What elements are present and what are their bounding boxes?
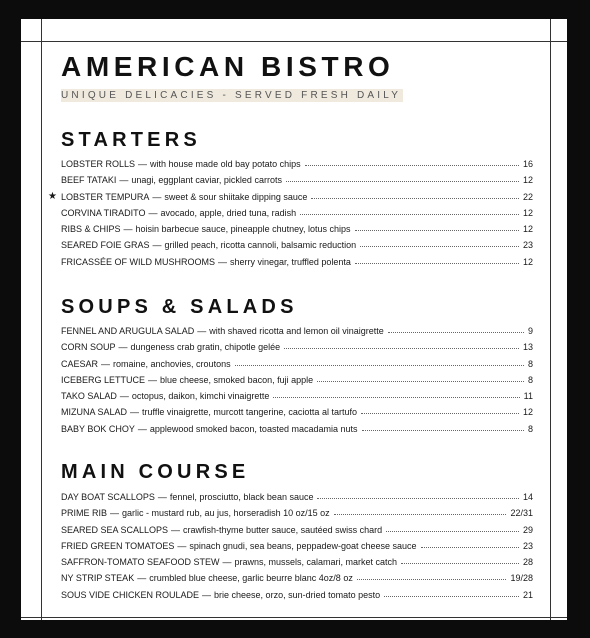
em-dash-separator: — [222, 557, 232, 568]
dish-price: 16 [522, 159, 533, 169]
dish-price: 23 [522, 540, 533, 551]
em-dash-separator: — [119, 391, 129, 402]
dish-name: BABY BOK CHOY [61, 423, 135, 434]
dish-price: 11 [523, 391, 533, 402]
dish-price: 12 [522, 224, 533, 235]
dish-description: dungeness crab gratin, chipotle gelée [130, 342, 281, 353]
dish-price: 13 [522, 342, 533, 353]
menu-subtitle: UNIQUE DELICACIES - SERVED FRESH DAILY [61, 90, 402, 101]
em-dash-separator: — [152, 240, 162, 251]
dish-name: CORVINA TIRADITO [61, 207, 146, 218]
dish-price: 22/31 [510, 508, 533, 519]
dot-leader [317, 380, 524, 382]
dish-price: 21 [522, 589, 533, 600]
menu-item [61, 489, 533, 505]
section-items-soups-salads [61, 323, 533, 437]
menu-item [61, 221, 533, 237]
star-icon: ★ [48, 190, 57, 202]
dish-name: SAFFRON-TOMATO SEAFOOD STEW [61, 557, 220, 568]
dish-name: SEARED SEA SCALLOPS [61, 524, 169, 535]
em-dash-separator: — [171, 524, 181, 535]
dish-description: applewood smoked bacon, toasted macadamia nuts [149, 423, 358, 434]
dot-leader [357, 578, 507, 580]
dot-leader [286, 180, 519, 182]
menu-item [61, 237, 533, 253]
dish-price: 12 [522, 256, 533, 267]
dish-description: octopus, daikon, kimchi vinaigrette [131, 391, 270, 402]
dish-name: FRICASSÉE OF WILD MUSHROOMS [61, 256, 216, 267]
dish-description: sherry vinegar, truffled polenta [230, 256, 351, 267]
section-title-soups-salads: SOUPS & SALADS [61, 296, 298, 318]
dot-leader [361, 412, 519, 414]
dot-leader [384, 595, 519, 597]
dish-name: BEEF TATAKI [61, 175, 117, 186]
dish-price: 8 [527, 358, 533, 369]
dot-leader [355, 262, 519, 264]
em-dash-separator: — [157, 492, 167, 502]
dish-price: 9 [527, 326, 533, 336]
dot-leader [300, 213, 519, 215]
dish-price: 8 [527, 374, 533, 385]
dish-description: hoisin barbecue sauce, pineapple chutney, lotus chips [135, 224, 351, 235]
dish-description: sweet & sour shiitake dipping sauce [164, 191, 308, 202]
dot-leader [355, 229, 519, 231]
dot-leader [305, 164, 519, 166]
menu-item [61, 421, 533, 437]
menu-item [61, 388, 533, 404]
em-dash-separator: — [177, 540, 187, 551]
menu-title: AMERICAN BISTRO [61, 51, 395, 82]
dot-leader [401, 562, 519, 564]
crop-mark-bottom [21, 617, 567, 618]
dish-name: RIBS & CHIPS [61, 224, 121, 235]
menu-item [61, 505, 533, 521]
dish-description: truffle vinaigrette, murcott tangerine, caciotta al tartufo [142, 407, 357, 418]
dish-description: prawns, mussels, calamari, market catch [234, 557, 398, 568]
menu-item [61, 339, 533, 355]
em-dash-separator: — [101, 358, 111, 369]
crop-mark-left [41, 19, 42, 620]
dish-price: 8 [527, 423, 533, 434]
dot-leader [334, 513, 507, 515]
dish-description: garlic - mustard rub, au jus, horseradish 10 oz/15 oz [122, 508, 330, 519]
dot-leader [362, 429, 524, 431]
menu-item [61, 570, 533, 586]
em-dash-separator: — [137, 573, 147, 584]
dish-name: PRIME RIB [61, 508, 108, 519]
em-dash-separator: — [152, 191, 162, 202]
dish-name: FRIED GREEN TOMATOES [61, 540, 175, 551]
dot-leader [386, 530, 519, 532]
dot-leader [311, 197, 519, 199]
dish-name: NY STRIP STEAK [61, 573, 135, 584]
menu-item [61, 205, 533, 221]
dish-name: SEARED FOIE GRAS [61, 240, 150, 251]
dish-description: crumbled blue cheese, garlic beurre blanc 4oz/8 oz [149, 573, 353, 584]
dot-leader [317, 497, 519, 499]
dish-description: crawfish-thyme butter sauce, sautéed swiss chard [183, 524, 383, 535]
menu-item [61, 554, 533, 570]
menu-item [48, 189, 533, 205]
dish-name: FENNEL AND ARUGULA SALAD [61, 326, 195, 336]
dot-leader [421, 546, 519, 548]
dish-description: romaine, anchovies, croutons [113, 358, 231, 369]
dish-description: spinach gnudi, sea beans, peppadew-goat cheese sauce [189, 540, 417, 551]
section-items-starters [48, 156, 533, 270]
dish-name: CAESAR [61, 358, 99, 369]
crop-mark-right [550, 19, 551, 620]
dish-price: 14 [522, 492, 533, 502]
em-dash-separator: — [130, 407, 140, 418]
em-dash-separator: — [138, 159, 148, 169]
dish-description: avocado, apple, dried tuna, radish [160, 207, 297, 218]
dish-price: 22 [522, 191, 533, 202]
dish-name: LOBSTER TEMPURA [61, 191, 150, 202]
em-dash-separator: — [148, 374, 158, 385]
dot-leader [388, 331, 524, 333]
em-dash-separator: — [218, 256, 228, 267]
dot-leader [360, 245, 519, 247]
menu-item [61, 254, 533, 270]
dish-name: DAY BOAT SCALLOPS [61, 492, 155, 502]
menu-page [21, 19, 567, 620]
menu-item [61, 587, 533, 603]
dish-price: 23 [522, 240, 533, 251]
dish-name: CORN SOUP [61, 342, 116, 353]
em-dash-separator: — [119, 175, 129, 186]
dish-price: 12 [522, 407, 533, 418]
section-title-starters: STARTERS [61, 129, 201, 151]
em-dash-separator: — [202, 589, 212, 600]
em-dash-separator: — [137, 423, 147, 434]
dish-name: ICEBERG LETTUCE [61, 374, 146, 385]
menu-item [61, 404, 533, 420]
menu-item [61, 323, 533, 339]
dish-name: TAKO SALAD [61, 391, 117, 402]
dish-description: grilled peach, ricotta cannoli, balsamic reduction [164, 240, 357, 251]
section-title-main-course: MAIN COURSE [61, 461, 250, 483]
dot-leader [235, 364, 524, 366]
dish-description: with house made old bay potato chips [150, 159, 301, 169]
dish-price: 12 [522, 207, 533, 218]
dish-description: with shaved ricotta and lemon oil vinaigrette [209, 326, 384, 336]
menu-item [61, 372, 533, 388]
dish-name: MIZUNA SALAD [61, 407, 128, 418]
dish-price: 29 [522, 524, 533, 535]
dish-name: SOUS VIDE CHICKEN ROULADE [61, 589, 200, 600]
em-dash-separator: — [148, 207, 158, 218]
crop-mark-top [21, 41, 567, 42]
section-items-main-course [61, 489, 533, 603]
menu-item [61, 538, 533, 554]
dish-price: 12 [522, 175, 533, 186]
dish-price: 28 [522, 557, 533, 568]
dot-leader [284, 347, 519, 349]
em-dash-separator: — [197, 326, 207, 336]
dish-description: fennel, prosciutto, black bean sauce [169, 492, 314, 502]
menu-item [61, 172, 533, 188]
dish-price: 19/28 [510, 573, 533, 584]
menu-item [61, 522, 533, 538]
menu-item [61, 356, 533, 372]
dot-leader [273, 396, 519, 398]
dish-description: unagi, eggplant caviar, pickled carrots [131, 175, 282, 186]
dish-name: LOBSTER ROLLS [61, 159, 136, 169]
em-dash-separator: — [118, 342, 128, 353]
em-dash-separator: — [123, 224, 133, 235]
dish-description: brie cheese, orzo, sun-dried tomato pesto [214, 589, 381, 600]
dish-description: blue cheese, smoked bacon, fuji apple [160, 374, 314, 385]
em-dash-separator: — [110, 508, 120, 519]
menu-item [61, 156, 533, 172]
